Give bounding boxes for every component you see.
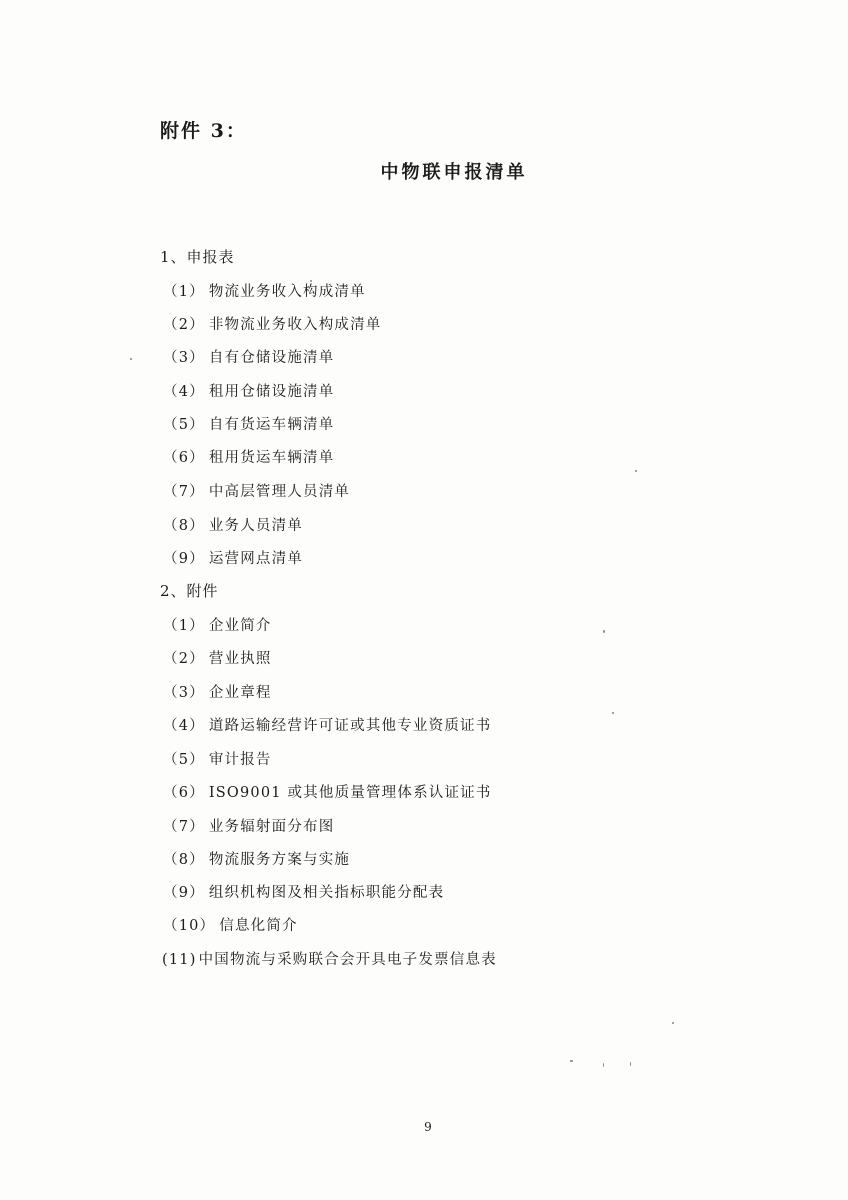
list-item	[163, 614, 272, 635]
item-number: （1）	[163, 284, 205, 300]
item-text: 租用仓储设施清单	[208, 384, 335, 400]
item-text: 自有货运车辆清单	[208, 417, 335, 433]
item-number: （3）	[163, 685, 205, 701]
list-item	[163, 681, 272, 702]
list-item	[163, 647, 272, 668]
item-number: （1）	[163, 618, 205, 634]
item-number: （4）	[163, 718, 205, 734]
item-number: （8）	[163, 518, 205, 534]
scan-speck	[603, 630, 605, 633]
list-item	[163, 748, 272, 769]
section-heading-attachments: 2、附件	[160, 582, 219, 600]
list-item	[163, 346, 334, 367]
item-text: 中国物流与采购联合会开具电子发票信息表	[198, 952, 497, 968]
list-item	[163, 280, 366, 301]
scan-speck	[612, 712, 614, 714]
list-item	[163, 413, 334, 434]
item-number: （9）	[163, 551, 205, 567]
page-number: 9	[424, 1120, 432, 1134]
scan-speck	[603, 1063, 604, 1067]
item-text: 信息化简介	[219, 918, 298, 934]
scan-speck	[310, 280, 312, 282]
item-number: （7）	[163, 819, 205, 835]
item-text: ISO9001 或其他质量管理体系认证证书	[208, 785, 492, 801]
list-item	[163, 914, 298, 935]
section-heading-application-forms: 1、申报表	[160, 248, 235, 266]
item-text: 营业执照	[208, 651, 272, 667]
item-number: (11)	[162, 952, 197, 968]
item-text: 自有仓储设施清单	[208, 350, 335, 366]
item-number: （6）	[163, 450, 205, 466]
item-number: （6）	[163, 785, 205, 801]
scan-speck	[672, 1022, 674, 1024]
list-item	[163, 781, 492, 802]
item-number: （5）	[163, 752, 205, 768]
list-item	[163, 446, 334, 467]
scan-speck	[635, 470, 637, 472]
scan-speck	[130, 358, 132, 360]
scan-speck	[630, 1062, 631, 1066]
item-number: （10）	[163, 918, 216, 934]
item-number: （5）	[163, 417, 205, 433]
list-item	[163, 815, 334, 836]
list-item	[163, 881, 444, 902]
list-item	[163, 547, 303, 568]
item-number: （8）	[163, 852, 205, 868]
item-text: 企业章程	[208, 685, 272, 701]
item-text: 运营网点清单	[208, 551, 304, 567]
item-text: 审计报告	[208, 752, 272, 768]
item-text: 租用货运车辆清单	[208, 450, 335, 466]
list-item	[163, 480, 350, 501]
list-item	[163, 714, 491, 735]
item-text: 业务辐射面分布图	[208, 819, 335, 835]
list-item	[162, 948, 497, 969]
item-text: 物流业务收入构成清单	[208, 284, 366, 300]
item-text: 组织机构图及相关指标职能分配表	[208, 885, 445, 901]
item-text: 物流服务方案与实施	[208, 852, 351, 868]
item-number: （2）	[163, 651, 205, 667]
list-item	[163, 514, 303, 535]
list-item	[163, 380, 334, 401]
item-number: （9）	[163, 885, 205, 901]
item-text: 非物流业务收入构成清单	[208, 317, 382, 333]
list-item	[163, 313, 382, 334]
item-text: 企业简介	[208, 618, 272, 634]
list-item	[163, 848, 350, 869]
item-text: 道路运输经营许可证或其他专业资质证书	[208, 718, 492, 734]
item-text: 业务人员清单	[208, 518, 304, 534]
item-number: （4）	[163, 384, 205, 400]
scan-speck	[570, 1060, 573, 1062]
item-number: （2）	[163, 317, 205, 333]
item-number: （7）	[163, 484, 205, 500]
document-title: 中物联申报清单	[380, 162, 528, 183]
item-text: 中高层管理人员清单	[208, 484, 351, 500]
item-number: （3）	[163, 350, 205, 366]
attachment-label: 附件 3：	[160, 120, 247, 142]
